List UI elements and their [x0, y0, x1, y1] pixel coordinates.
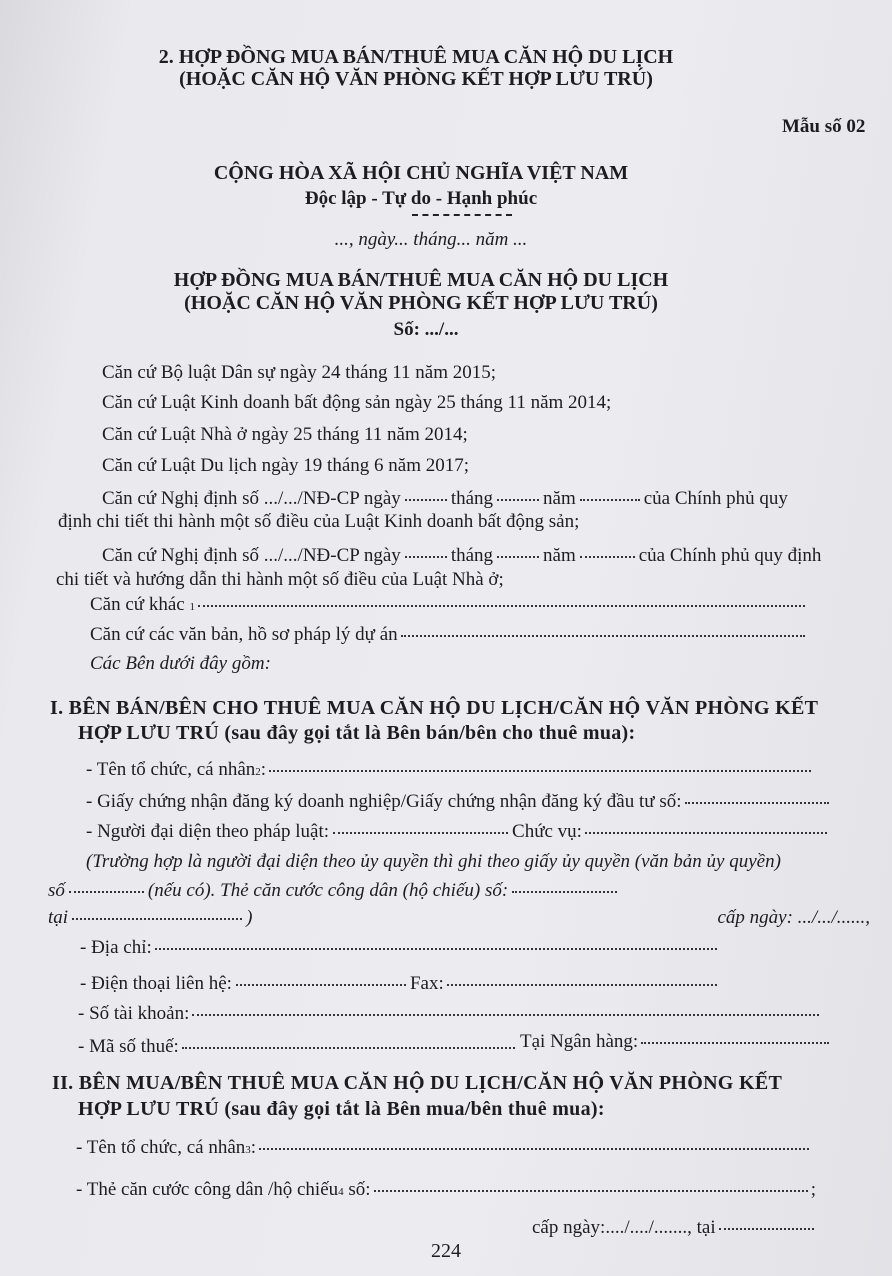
seller-bank-field[interactable]: [641, 1042, 829, 1044]
day-field[interactable]: [405, 499, 447, 501]
footnote-ref: 1: [189, 601, 195, 613]
seller-name-label: - Tên tổ chức, cá nhân: [86, 759, 256, 780]
seller-cert-line: [86, 790, 832, 814]
divider: [412, 214, 512, 216]
decree1-text: Căn cứ Nghị định số .../.../NĐ-CP ngày: [102, 488, 401, 509]
contract-number: Số: .../...: [393, 319, 459, 340]
decree2-text: Căn cứ Nghị định số .../.../NĐ-CP ngày: [102, 545, 401, 566]
buyer-issued-at-label: tại: [696, 1217, 716, 1238]
footnote-ref: 2: [255, 766, 261, 778]
national-name: CỘNG HÒA XÃ HỘI CHỦ NGHĨA VIỆT NAM: [213, 162, 629, 184]
footnote-ref: 4: [338, 1186, 344, 1198]
decree1-month: tháng: [450, 488, 494, 509]
decree2-month: tháng: [450, 545, 494, 566]
year-field[interactable]: [580, 499, 640, 501]
seller-bank-line: [520, 1030, 832, 1054]
buyer-id-field[interactable]: [374, 1190, 808, 1192]
other-basis-line: [90, 593, 808, 619]
buyer-issued-line: [532, 1216, 817, 1240]
decree1-year: năm: [543, 488, 576, 509]
seller-phone-label: - Điện thoại liên hệ:: [80, 973, 232, 994]
proxy-note-line3: [48, 906, 870, 930]
basis-real-estate-law: Căn cứ Luật Kinh doanh bất động sản ngày 25 tháng 11 năm 2014;: [102, 392, 612, 413]
decree1-line2: định chi tiết thi hành một số điều của Luật Kinh doanh bất động sản;: [58, 511, 580, 532]
footnote-ref: 3: [245, 1144, 251, 1156]
basis-civil-code: Căn cứ Bộ luật Dân sự ngày 24 tháng 11 năm 2015;: [102, 362, 497, 383]
national-motto: Độc lập - Tự do - Hạnh phúc: [304, 188, 538, 209]
buyer-id-line: [76, 1178, 816, 1204]
buyer-name-line: [76, 1136, 812, 1162]
semicolon: ;: [810, 1179, 816, 1200]
seller-address-line: [80, 936, 720, 960]
seller-account-line: [78, 1002, 822, 1026]
project-docs-label: Căn cứ các văn bản, hồ sơ pháp lý dự án: [90, 624, 398, 645]
date-line: ..., ngày... tháng... năm ...: [334, 229, 528, 250]
seller-tax-field[interactable]: [182, 1047, 515, 1049]
basis-tourism-law: Căn cứ Luật Du lịch ngày 19 tháng 6 năm 2017;: [102, 455, 470, 476]
decree1-line1: [102, 487, 868, 511]
project-docs-field[interactable]: [401, 635, 805, 637]
buyer-issued-at-field[interactable]: [719, 1228, 814, 1230]
decree2-gov: của Chính phủ quy định: [638, 545, 822, 566]
seller-account-field[interactable]: [192, 1014, 819, 1016]
month-field[interactable]: [497, 556, 539, 558]
decree2-year: năm: [543, 545, 576, 566]
section1-heading-line2: HỢP LƯU TRÚ (sau đây gọi tắt là Bên bán/bên cho thuê mua):: [78, 722, 636, 744]
project-docs-line: [90, 623, 808, 647]
seller-position-field[interactable]: [585, 832, 827, 834]
heading-line1: 2. HỢP ĐỒNG MUA BÁN/THUÊ MUA CĂN HỘ DU LỊCH: [158, 46, 674, 68]
seller-account-label: - Số tài khoản:: [78, 1003, 190, 1024]
proxy-at-field[interactable]: [72, 918, 242, 920]
buyer-name-label: - Tên tổ chức, cá nhân: [76, 1137, 246, 1158]
parties-intro: Các Bên dưới đây gồm:: [90, 653, 271, 674]
seller-address-label: - Địa chỉ:: [80, 937, 152, 958]
proxy-no-label: số: [48, 880, 65, 901]
other-basis-label: Căn cứ khác: [90, 594, 185, 615]
title-line1: HỢP ĐỒNG MUA BÁN/THUÊ MUA CĂN HỘ DU LỊCH: [173, 269, 669, 291]
day-field[interactable]: [405, 556, 447, 558]
year-field[interactable]: [580, 556, 635, 558]
section2-heading-line1: II. BÊN MUA/BÊN THUÊ MUA CĂN HỘ DU LỊCH/CĂN HỘ VĂN PHÒNG KẾT: [52, 1072, 783, 1094]
seller-fax-field[interactable]: [447, 984, 717, 986]
heading-line2: (HOẶC CĂN HỘ VĂN PHÒNG KẾT HỢP LƯU TRÚ): [179, 68, 653, 90]
proxy-id-field[interactable]: [512, 891, 617, 893]
proxy-no-field[interactable]: [69, 891, 144, 893]
seller-bank-label: Tại Ngân hàng:: [520, 1031, 639, 1052]
month-field[interactable]: [497, 499, 539, 501]
seller-address-field[interactable]: [155, 948, 717, 950]
seller-phone-line: [80, 972, 720, 996]
seller-fax-label: Fax:: [409, 973, 444, 994]
seller-name-field[interactable]: [269, 770, 811, 772]
seller-rep-line: [86, 820, 830, 844]
proxy-note-line1: (Trường hợp là người đại diện theo ủy quyền thì ghi theo giấy ủy quyền (văn bản ủy quyền): [86, 851, 781, 872]
decree2-line1: [102, 544, 821, 568]
title-line2: (HOẶC CĂN HỘ VĂN PHÒNG KẾT HỢP LƯU TRÚ): [184, 292, 658, 314]
proxy-at-label: tại: [48, 907, 69, 928]
decree1-gov: của Chính phủ quy: [643, 488, 788, 509]
proxy-issued-date[interactable]: cấp ngày: .../.../......,: [717, 907, 870, 928]
seller-phone-field[interactable]: [236, 984, 406, 986]
buyer-id-no: số:: [348, 1179, 371, 1200]
proxy-note-line2: [48, 879, 621, 903]
seller-cert-field[interactable]: [685, 802, 830, 804]
basis-housing-law: Căn cứ Luật Nhà ở ngày 25 tháng 11 năm 2014;: [102, 424, 468, 445]
colon: :: [260, 759, 267, 780]
form-number: Mẫu số 02: [782, 116, 866, 137]
seller-tax-line: [78, 1035, 518, 1059]
decree2-line2: chi tiết và hướng dẫn thi hành một số điều của Luật Nhà ở;: [56, 569, 504, 590]
seller-tax-label: - Mã số thuế:: [78, 1036, 179, 1057]
seller-position-label: Chức vụ:: [512, 821, 582, 842]
seller-rep-label: - Người đại diện theo pháp luật:: [86, 821, 330, 842]
colon: :: [250, 1137, 257, 1158]
buyer-id-label: - Thẻ căn cước công dân /hộ chiếu: [76, 1179, 339, 1200]
section2-heading-line2: HỢP LƯU TRÚ (sau đây gọi tắt là Bên mua/bên thuê mua):: [78, 1098, 605, 1120]
page-number: 224: [431, 1240, 461, 1262]
buyer-name-field[interactable]: [259, 1148, 809, 1150]
seller-rep-field[interactable]: [333, 832, 508, 834]
other-basis-field[interactable]: [198, 605, 805, 607]
seller-cert-label: - Giấy chứng nhận đăng ký doanh nghiệp/Giấy chứng nhận đăng ký đầu tư số:: [86, 791, 682, 812]
paren: ): [246, 907, 253, 928]
section1-heading-line1: I. BÊN BÁN/BÊN CHO THUÊ MUA CĂN HỘ DU LỊCH/CĂN HỘ VĂN PHÒNG KẾT: [50, 697, 819, 719]
seller-name-line: [86, 758, 814, 784]
proxy-id-label: (nếu có). Thẻ căn cước công dân (hộ chiếu) số:: [147, 880, 509, 901]
buyer-issued-date[interactable]: cấp ngày:..../..../.......,: [532, 1217, 692, 1238]
